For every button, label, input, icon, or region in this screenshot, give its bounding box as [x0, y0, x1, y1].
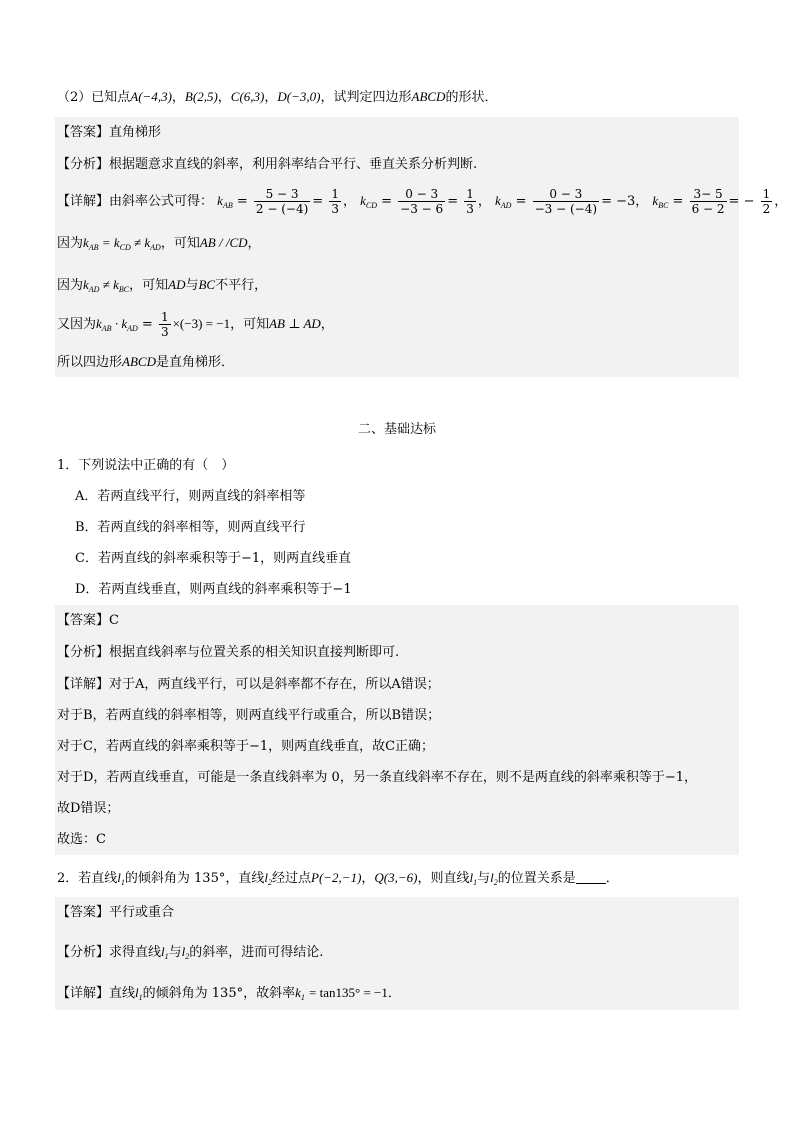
option-b: B．若两直线的斜率相等，则两直线平行	[75, 520, 306, 535]
point-a: A(−4,3)	[130, 89, 172, 104]
section-title: 二、基础达标	[357, 422, 436, 437]
frac-cd: $\frac{0 - 3}{-3 - 6}$	[400, 187, 444, 216]
detail-line-5: 所以四边形ABCD是直角梯形．	[57, 354, 234, 370]
question-2b-stem: 2．若直线$l_1$的倾斜角为 135°，直线$l_2$经过点P(−2,−1)，Q(3,−6)，则直线$l_1$与$l_2$的位置关系是 ．	[57, 870, 619, 887]
k-ab: $k_{AB}$	[217, 193, 233, 210]
frac-cd-val: $\frac{1}{3}$	[466, 187, 474, 216]
q1-detail-3: 对于C，若两直线的斜率乘积等于−1，则两直线垂直，故C正确；	[57, 739, 435, 754]
answer-blank	[576, 871, 606, 884]
q2b-answer: 【答案】平行或重合	[57, 905, 175, 920]
q1-detail-5: 故D错误；	[57, 801, 120, 816]
q1-answer: 【答案】C	[57, 613, 119, 628]
q1-detail-1: 【详解】对于A，两直线平行，可以是斜率都不存在，所以A错误；	[57, 677, 440, 692]
q-tail: ，试判定四边形	[320, 90, 412, 105]
k-cd: $k_{CD}$	[360, 193, 377, 210]
answer-line	[57, 123, 161, 143]
q2b-detail: 【详解】直线$l_1$的倾斜角为 135°，故斜率$k_1 = \tan 135^\circ = -1$．	[57, 985, 401, 1002]
detail-line-2: 因为$k_{AB} = k_{CD} \ne k_{AD}$，可知AB / /CD，	[57, 235, 261, 252]
q1-detail-6: 故选：C	[57, 832, 106, 847]
question-2-stem: （2）已知点A(−4,3)，B(2,5)，C(6,3)，D(−3,0)，试判定四边形ABCD的形状．	[57, 89, 498, 105]
q1-analysis: 【分析】根据直线斜率与位置关系的相关知识直接判断即可.	[57, 645, 400, 660]
frac-bc-val: $\frac{1}{2}$	[762, 187, 771, 216]
frac-bc: $\frac{3- 5}{6 - 2}$	[691, 187, 725, 216]
detail-line-1: 【详解】由斜率公式可得： $k_{AB}$ = $\frac{5 - 3}{2 - (-4)}$ = $\frac{1}{3}$ ， $k_{CD}$ = $\frac{0 - 3}{-3 - 6}$ = $\frac{1}{3}$ ， $k_{AD}$ = $\frac{0 - 3}{-3 - (-4)}$ = −3， $k_{BC}$ = $\frac{3- 5}{6 - 2}$ = − $\frac{1}{2}$ ，	[57, 187, 788, 216]
shape-name: ABCD	[411, 89, 446, 104]
answer-text: 直角梯形	[109, 125, 162, 140]
q-number: （2）已知点	[57, 90, 131, 105]
q1-detail-2: 对于B，若两直线的斜率相等，则两直线平行或重合，所以B错误；	[57, 708, 441, 723]
option-c: C．若两直线的斜率乘积等于−1，则两直线垂直	[75, 551, 352, 566]
point-b: B(2,5)	[184, 89, 218, 104]
k-bc: $k_{BC}$	[652, 193, 669, 210]
detail-tag: 【详解】	[57, 194, 110, 209]
analysis-line	[57, 155, 477, 175]
q1-detail-4: 对于D，若两直线垂直，可能是一条直线斜率为 0，另一条直线斜率不存在，则不是两直线的斜率乘积等于−1，	[57, 770, 697, 785]
q-end: 的形状．	[445, 90, 498, 105]
option-a: A．若两直线平行，则两直线的斜率相等	[75, 489, 306, 504]
detail-line-4: 又因为$k_{AB} \cdot k_{AD}$ = $\frac{1}{3}$ ×(−3) = −1，可知AB ⊥ AD，	[57, 310, 334, 339]
point-c: C(6,3)	[230, 89, 265, 104]
question-1-stem: 1．下列说法中正确的有（ ）	[57, 458, 235, 473]
frac-ab: $\frac{5 - 3}{2 - (-4)}$	[255, 187, 309, 216]
detail-intro: 由斜率公式可得：	[109, 194, 214, 209]
k-ad: $k_{AD}$	[495, 193, 512, 210]
answer-tag: 【答案】	[57, 125, 110, 140]
analysis-text: 根据题意求直线的斜率，利用斜率结合平行、垂直关系分析判断.	[109, 157, 478, 172]
point-d: D(−3,0)	[277, 89, 321, 104]
detail-line-3: 因为$k_{AD} \ne k_{BC}$，可知AD与BC不平行，	[57, 277, 268, 294]
analysis-tag: 【分析】	[57, 157, 110, 172]
frac-ab-val: $\frac{1}{3}$	[331, 187, 339, 216]
option-d: D．若两直线垂直，则两直线的斜率乘积等于−1	[75, 582, 352, 597]
k-ad-val: = −3	[601, 194, 636, 209]
q2b-analysis: 【分析】求得直线$l_1$与$l_2$的斜率，进而可得结论.	[57, 944, 324, 961]
frac-ad: $\frac{0 - 3}{-3 - (-4)}$	[534, 187, 598, 216]
